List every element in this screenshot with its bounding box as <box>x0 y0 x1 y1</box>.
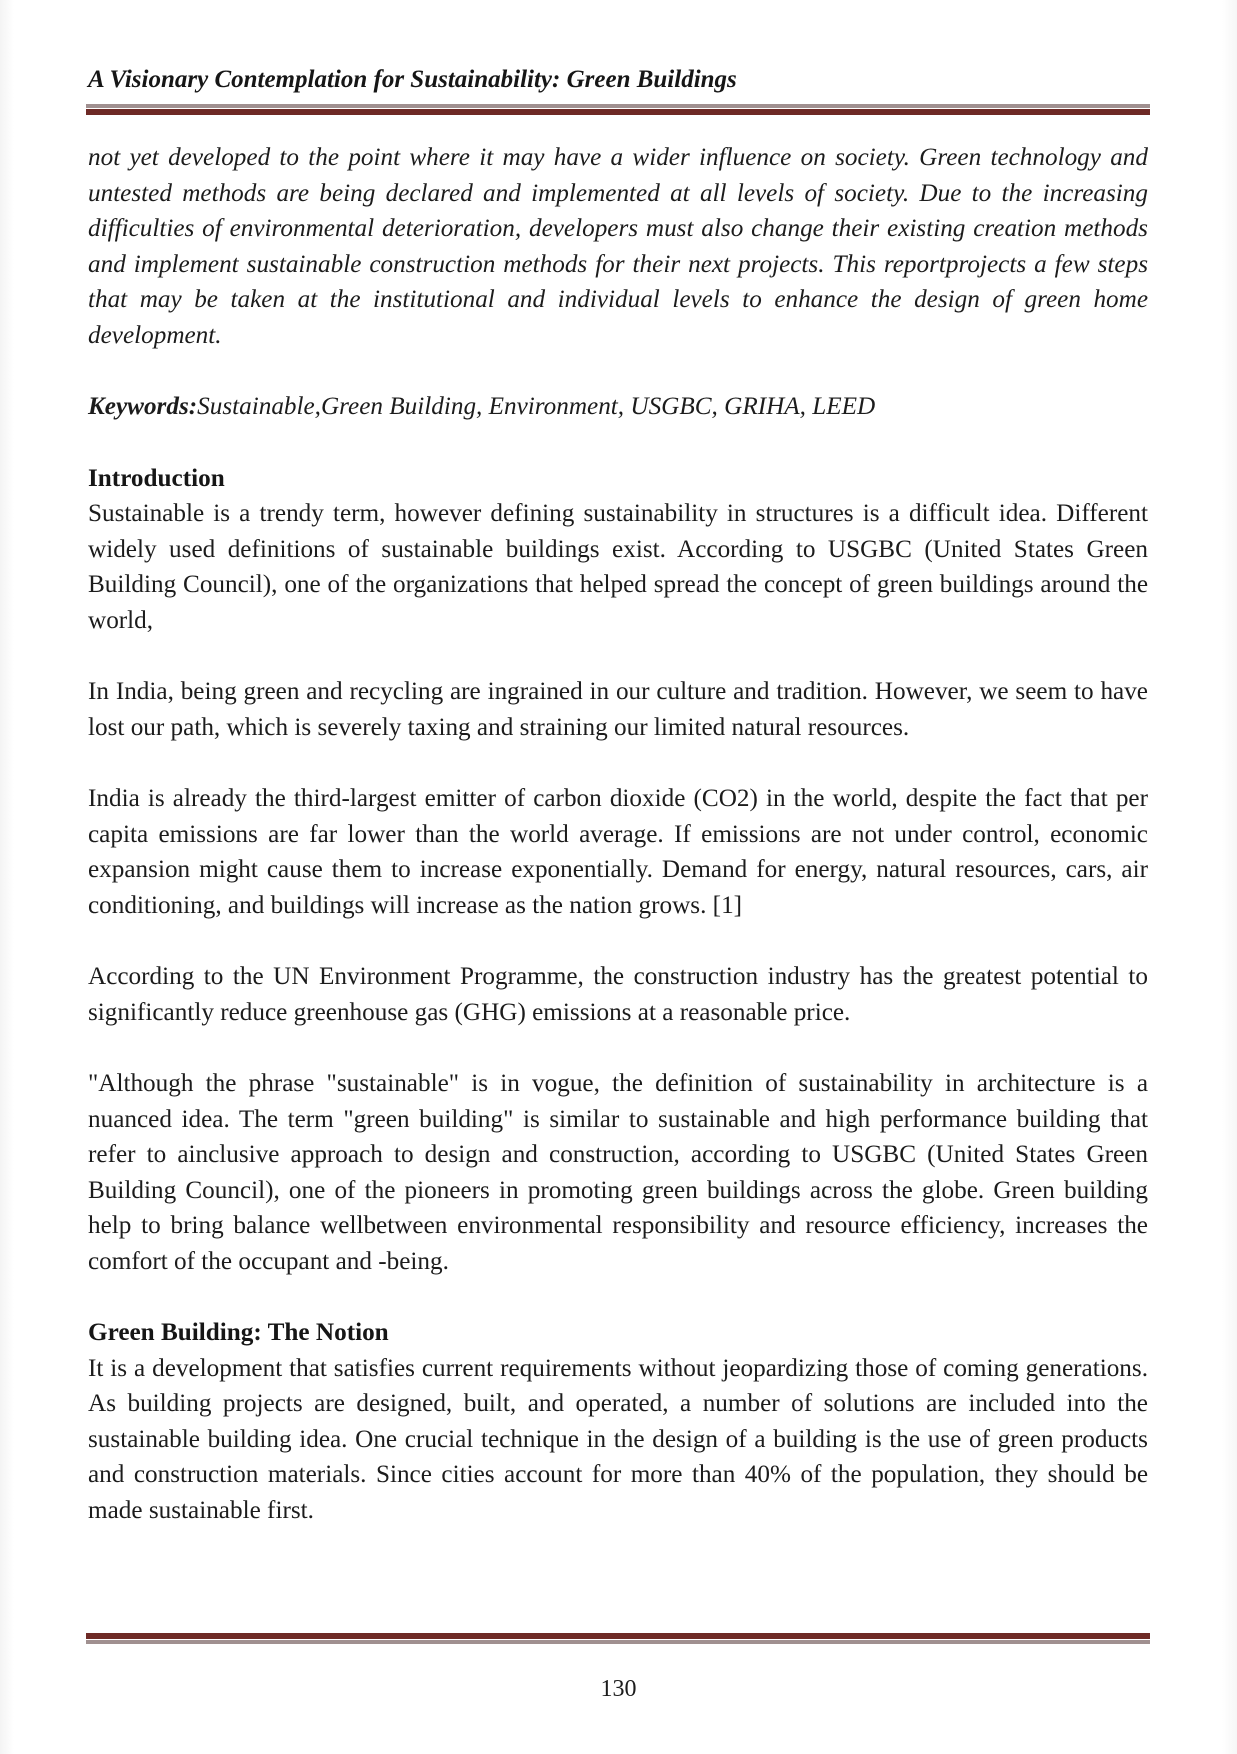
page-number: 130 <box>600 1676 637 1702</box>
notion-paragraph: It is a development that satisfies current requirements without jeopardizing those of coming generations. As building projects are designed, built, and operated, a number of solutions are included into the sustainable building idea. One crucial technique in the design of a building is the use of green products and construction materials. Since cities account for more than 40% of the population, they should be made sustainable first. <box>88 1354 1148 1524</box>
page-body <box>88 140 1148 1528</box>
introduction-heading: Introduction <box>88 464 225 492</box>
introduction-paragraph-5: "Although the phrase "sustainable" is in vogue, the definition of sustainability in architecture is a nuanced idea. The term "green building" is similar to sustainable and high performance building that refer to ainclusive approach to design and construction, according to USGBC (United States Green Building Council), one of the pioneers in promoting green buildings across the globe. Green building help to bring balance wellbetween environmental responsibility and resource efficiency, increases the comfort of the occupant and -being. <box>88 1070 1148 1275</box>
notion-heading: Green Building: The Notion <box>88 1319 389 1346</box>
introduction-paragraph-1: Sustainable is a trendy term, however defining sustainability in structures is a difficult idea. Different widely used definitions of sustainable buildings exist. According to USGBC (United States Green Building Council), one of the organizations that helped spread the concept of green buildings around the world, <box>88 500 1148 634</box>
keywords-text: Sustainable,Green Building, Environment, USGBC, GRIHA, LEED <box>197 393 876 420</box>
abstract-text: not yet developed to the point where it may have a wider influence on society. Green technology and untested methods are being declared and implemented at all levels of society. Due to the increasing difficulties of environmental deterioration, developers must also change their existing creation methods and implement sustainable construction methods for their next projects. This reportprojects a few steps that may be taken at the institutional and individual levels to enhance the design of green home development. <box>88 144 1148 349</box>
introduction-paragraph-3: India is already the third-largest emitter of carbon dioxide (CO2) in the world, despite the fact that per capita emissions are far lower than the world average. If emissions are not under control, economic expansion might cause them to increase exponentially. Demand for energy, natural resources, cars, air conditioning, and buildings will increase as the nation grows. [1] <box>88 785 1148 919</box>
keywords-line <box>88 389 1148 425</box>
running-header-title: A Visionary Contemplation for Sustainability: Green Buildings <box>88 66 737 93</box>
introduction-paragraph-2: In India, being green and recycling are ingrained in our culture and tradition. However, we seem to have lost our path, which is severely taxing and straining our limited natural resources. <box>88 678 1148 741</box>
keywords-label: Keywords: <box>88 393 198 420</box>
introduction-paragraph-4: According to the UN Environment Programme, the construction industry has the greatest potential to significantly reduce greenhouse gas (GHG) emissions at a reasonable price. <box>88 963 1148 1026</box>
header-rule <box>86 104 1150 115</box>
footer-rule <box>86 1633 1150 1644</box>
